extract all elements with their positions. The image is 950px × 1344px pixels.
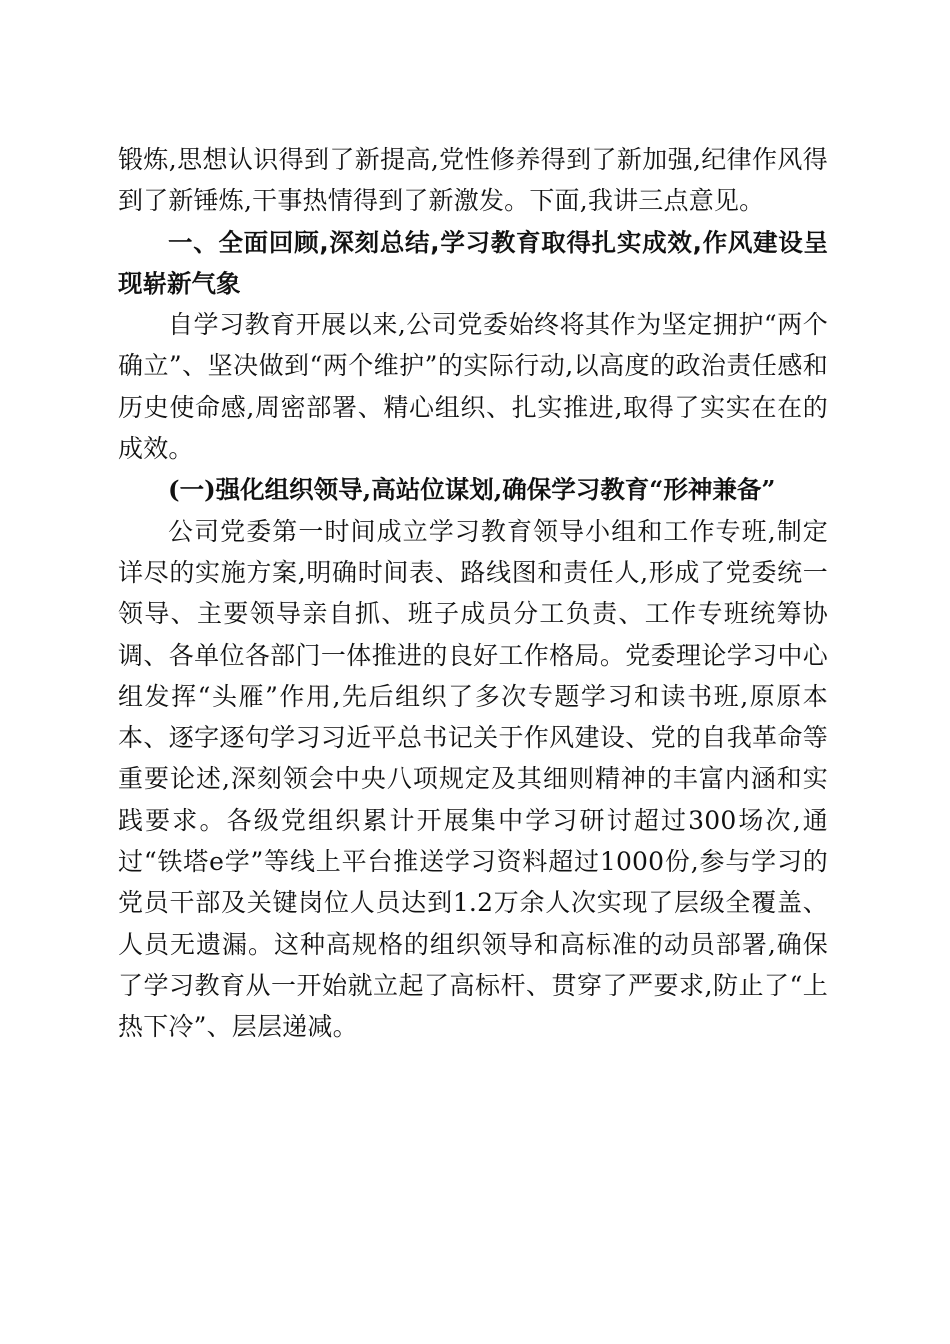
subsection-heading: (一)强化组织领导,高站位谋划,确保学习教育“形神兼备” [168,475,776,505]
section-heading: 一、全面回顾,深刻总结,学习教育取得扎实成效,作风建设呈现崭新气象 [118,227,828,298]
paragraph-intro: 自学习教育开展以来,公司党委始终将其作为坚定拥护“两个确立”、坚决做到“两个维护”的实际行动,以高度的政治责任感和历史使命感,周密部署、精心组织、扎实推进,取得了实实在在的成效。 [118,310,828,464]
paragraph-body: 公司党委第一时间成立学习教育领导小组和工作专班,制定详尽的实施方案,明确时间表、路线图和责任人,形成了党委统一领导、主要领导亲自抓、班子成员分工负责、工作专班统筹协调、各单位各部门一体推进的良好工作格局。党委理论学习中心组发挥“头雁”作用,先后组织了多次专题学习和读书班,原原本本、逐字逐句学习习近平总书记关于作风建设、党的自我革命等重要论述,深刻领会中央八项规定及其细则精神的丰富内涵和实践要求。各级党组织累计开展集中学习研讨超过300场次,通过“铁塔e学”等线上平台推送学习资料超过1000份,参与学习的党员干部及关键岗位人员达到1.2万余人次实现了层级全覆盖、人员无遗漏。这种高规格的组织领导和高标准的动员部署,确保了学习教育从一开始就立起了高标杆、贯穿了严要求,防止了“上热下冷”、层层递减。 [118,516,828,1042]
paragraph-continued: 锻炼,思想认识得到了新提高,党性修养得到了新加强,纪律作风得到了新锤炼,干事热情得到了新激发。下面,我讲三点意见。 [118,145,828,216]
document-body [118,139,828,1048]
